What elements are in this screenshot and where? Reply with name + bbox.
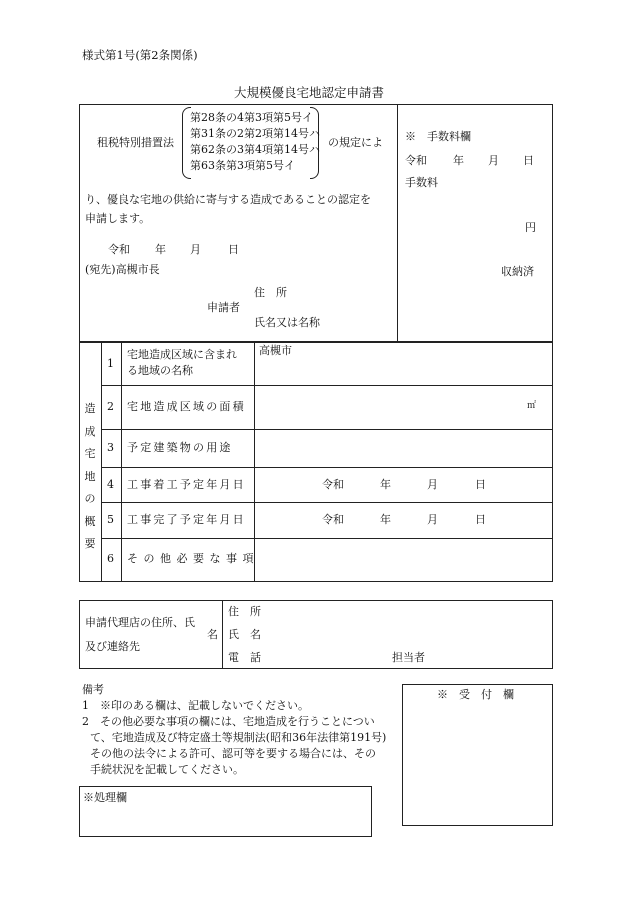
row-4-era: 令和 — [322, 478, 344, 491]
row-2-number: 2 — [107, 400, 114, 413]
provision-4: 第63条第3項第5号イ — [190, 159, 295, 172]
agent-section — [79, 600, 553, 669]
applicant-address-label: 住 所 — [254, 286, 287, 299]
provision-2: 第31条の2第2項第14号ハ — [190, 127, 320, 140]
note-2-line-1: 2 その他必要な事項の欄には、宅地造成を行うことについ — [82, 715, 375, 728]
fee-date-month: 月 — [488, 154, 499, 167]
fee-date-era: 令和 — [405, 154, 427, 167]
note-2-line-2: て、宅地造成及び特定盛土等規制法(昭和36年法律第191号) — [90, 731, 387, 744]
reception-title: ※ 受 付 欄 — [437, 688, 514, 701]
row-4-month: 月 — [427, 478, 438, 491]
overview-side-label: 造成宅地の概要 — [84, 402, 96, 550]
fee-paid-stamp: 収納済 — [501, 265, 534, 278]
date-year: 年 — [155, 243, 166, 256]
row-4-number: 4 — [107, 478, 114, 491]
row-6-number: 6 — [107, 552, 114, 565]
row-6-label: その他必要な事項 — [127, 552, 259, 565]
applicant-name-label: 氏名又は名称 — [254, 316, 320, 329]
agent-phone-label: 電 話 — [228, 651, 261, 664]
row-1-label-line-2: る地域の名称 — [127, 364, 193, 377]
agent-label-name-char: 名 — [207, 628, 218, 641]
row-2-unit: ㎡ — [527, 401, 537, 411]
reception-box — [402, 684, 553, 826]
row-3-label: 予定建築物の用途 — [127, 441, 233, 454]
agent-person-label: 担当者 — [392, 651, 425, 664]
provision-suffix: の規定によ — [328, 136, 383, 149]
agent-label-line-2: 及び連絡先 — [85, 640, 140, 653]
row-3-number: 3 — [107, 441, 114, 454]
overview-table — [79, 342, 553, 582]
fee-date-year: 年 — [453, 154, 464, 167]
row-1-label-line-1: 宅地造成区域に含まれ — [127, 348, 237, 361]
fee-date-day: 日 — [523, 154, 534, 167]
row-5-label: 工事完了予定年月日 — [127, 513, 246, 526]
row-4-year: 年 — [380, 478, 391, 491]
body-line-1: り、優良な宅地の供給に寄与する造成であることの認定を — [85, 193, 371, 206]
date-era: 令和 — [108, 243, 130, 256]
row-5-day: 日 — [475, 513, 486, 526]
row-1-value: 高槻市 — [259, 344, 292, 357]
note-2-line-3: その他の法令による許可、認可等を要する場合には、その — [90, 747, 376, 760]
page-title: 大規模優良宅地認定申請書 — [234, 85, 385, 100]
note-2-line-4: 手続状況を記載してください。 — [90, 763, 244, 776]
fee-divider — [397, 104, 398, 342]
agent-name-label: 氏 名 — [228, 628, 261, 641]
notes-title: 備考 — [82, 683, 104, 696]
row-4-day: 日 — [475, 478, 486, 491]
form-number: 様式第1号(第2条関係) — [82, 48, 198, 62]
row-2-label: 宅地造成区域の面積 — [127, 400, 246, 413]
processing-title: ※処理欄 — [83, 791, 127, 804]
row-1-number: 1 — [107, 357, 114, 370]
row-5-month: 月 — [427, 513, 438, 526]
provision-1: 第28条の4第3項第5号イ — [190, 111, 313, 124]
agent-label-line-1: 申請代理店の住所、氏 — [85, 616, 195, 629]
fee-yen: 円 — [525, 221, 536, 234]
law-name: 租税特別措置法 — [97, 136, 174, 149]
row-5-year: 年 — [380, 513, 391, 526]
fee-box-title: ※ 手数料欄 — [405, 130, 471, 143]
body-line-2: 申請します。 — [85, 212, 151, 225]
applicant-label: 申請者 — [207, 301, 240, 314]
date-month: 月 — [190, 243, 201, 256]
provision-3: 第62条の3第4項第14号ハ — [190, 143, 320, 156]
fee-label: 手数料 — [405, 176, 438, 189]
date-day: 日 — [228, 243, 239, 256]
agent-address-label: 住 所 — [228, 605, 261, 618]
addressee: (宛先)高槻市長 — [85, 263, 160, 276]
row-5-number: 5 — [107, 513, 114, 526]
note-1: 1 ※印のある欄は、記載しないでください。 — [82, 699, 309, 712]
row-5-era: 令和 — [322, 513, 344, 526]
row-4-label: 工事着工予定年月日 — [127, 478, 246, 491]
